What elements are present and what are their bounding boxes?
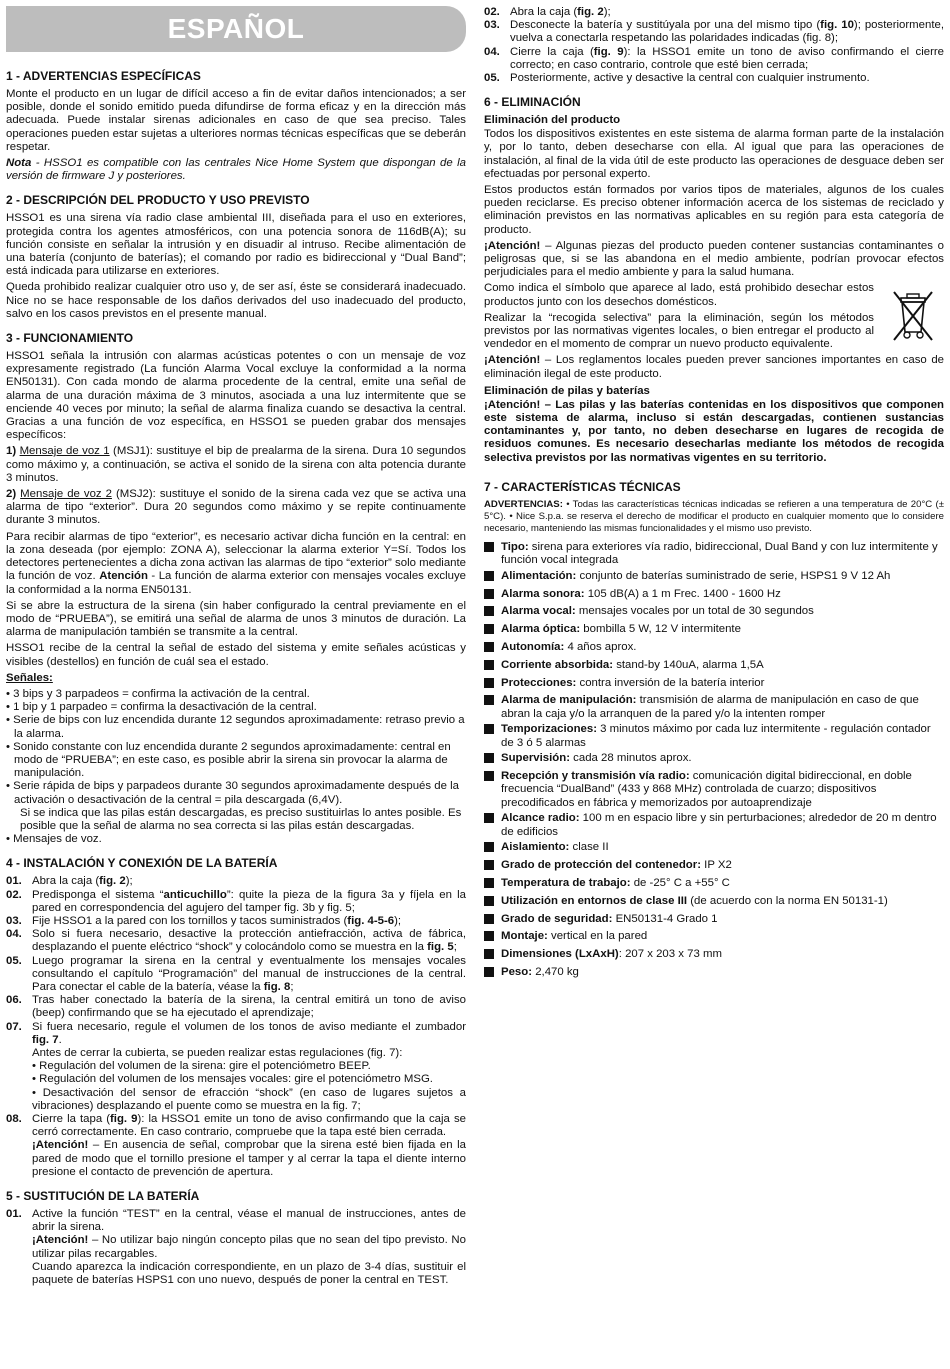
section-6-paragraph-2: Estos productos están formados por varios tipos de materiales, algunos de los cuales pueden reciclarse. Es preciso obtener información acerca de los sistemas de reciclado y eliminación previstos en las normativas aplicables en su región para esta categoría de producto. <box>484 184 944 236</box>
section-6-paragraph-4: Realizar la “recogida selectiva” para la eliminación, según los métodos previstos por las normativas vigentes locales, o bien entregar el producto al vendedor en el momento de comprar un nuevo producto equivalente. <box>484 311 874 351</box>
bullet-square-icon <box>484 841 501 856</box>
spec-item: Supervisión: cada 28 minutos aprox. <box>484 752 944 767</box>
bullet-square-icon <box>484 877 501 892</box>
step-item: 05. Luego programar la sirena en la central y eventualmente los mensajes vocales consultando el capítulo “Programación” del manual de instrucciones de la central. Para conectar el cable de la batería, véase la fig. 8; <box>6 954 466 993</box>
spec-item: Protecciones: contra inversión de la batería interior <box>484 677 944 692</box>
signals-title: Señales: <box>6 671 53 684</box>
bullet-square-icon <box>484 541 501 567</box>
section-6-warning-2: ¡Atención! – Los reglamentos locales pueden prever sanciones importantes en caso de eliminación ilegal de este producto. <box>484 354 944 380</box>
bullet-square-icon <box>484 570 501 585</box>
list-item: • 3 bips y 3 parpadeos = confirma la activación de la central. <box>6 687 310 700</box>
specs-list <box>484 541 944 981</box>
bullet-square-icon <box>484 588 501 603</box>
language-banner <box>6 6 466 52</box>
section-3-paragraph-3: Si se abre la estructura de la sirena (sin haber configurado la central previamente en el modo de “PRUEBA”), se emitirá una señal de alarma de unos 3 minutos de duración. La alarma de manipulación también se transmite a la central. <box>6 599 466 639</box>
battery-steps-continued <box>484 6 944 85</box>
installation-steps <box>6 875 466 1179</box>
spec-item: Alarma óptica: bombilla 5 W, 12 V intermitente <box>484 623 944 638</box>
left-column <box>6 6 466 1290</box>
spec-item: Tipo: sirena para exteriores vía radio, bidireccional, Dual Band y con luz intermitente y función vocal integrada <box>484 541 944 567</box>
spec-item: Temperatura de trabajo: de -25° C a +55° C <box>484 877 944 892</box>
step-item: 05. Posteriormente, active y desactive la central con cualquier instrumento. <box>484 72 870 85</box>
battery-disposal-subtitle: Eliminación de pilas y baterías <box>484 384 650 397</box>
weee-block <box>484 282 944 354</box>
spec-item: Peso: 2,470 kg <box>484 966 944 981</box>
step-item: 03. Fije HSSO1 a la pared con los tornillos y tacos suministrados (fig. 4-5-6); <box>6 914 402 927</box>
section-4-title: 4 - INSTALACIÓN Y CONEXIÓN DE LA BATERÍA <box>6 856 278 871</box>
bullet-square-icon <box>484 859 501 874</box>
step-item: 04. Solo si fuera necesario, desactive la protección antiefracción, activa de fábrica, desplazando el puente eléctrico “shock” y colocándolo como se muestra en la fig. 5; <box>6 928 466 954</box>
step-item: 07. Si fuera necesario, regule el volumen de los tonos de aviso mediante el zumbador fig. 7. Antes de cerrar la cubierta, se pueden realizar estas regulaciones (fig. 7): • Regulación del volumen de la sirena: gire el potenciómetro BEEP. • Regulación del volumen de los mensajes vocales: gire el potenciómetro MSG. • Desactivación del sensor de efracción “shock” (en caso de lugares sujetos a vibraciones) desplazando el puente como se muestra en la fig. 7; <box>6 1020 466 1112</box>
section-6-title: 6 - ELIMINACIÓN <box>484 95 581 110</box>
bullet-square-icon <box>484 930 501 945</box>
spec-item: Alarma de manipulación: transmisión de alarma de manipulación en caso de que abran la caja y/o la arranquen de la pared y/o la intenten romper <box>484 694 944 720</box>
spec-item: Alimentación: conjunto de baterías suministrado de serie, HSPS1 9 V 12 Ah <box>484 570 944 585</box>
exterior-alarm-paragraph: Para recibir alarmas de tipo “exterior”, es necesario activar dicha función en la central: en la zona deseada (por ejemplo: ZONA A), seleccionar la alarma exterior Y=Sí. Todos los detectores pertenecientes a dicha zona activan las alarmas de tipo “exterior” solo mediante la función de voz. Atención - La función de alarma exterior con mensajes vocales excluye la conformidad a la norma EN50131. <box>6 530 466 596</box>
bullet-square-icon <box>484 694 501 720</box>
bullet-square-icon <box>484 641 501 656</box>
bullet-square-icon <box>484 895 501 910</box>
spec-item: Dimensiones (LxAxH): 207 x 203 x 73 mm <box>484 948 944 963</box>
battery-steps-start <box>6 1208 466 1287</box>
crossed-out-wheelie-bin-icon <box>882 282 944 354</box>
section-2-title: 2 - DESCRIPCIÓN DEL PRODUCTO Y USO PREVISTO <box>6 193 310 208</box>
spec-item: Alarma vocal: mensajes vocales por un total de 30 segundos <box>484 605 944 620</box>
step-item: 01. Abra la caja (fig. 2); <box>6 875 133 888</box>
step-item: 02. Abra la caja (fig. 2); <box>484 6 611 18</box>
technical-warnings: ADVERTENCIAS: • Todas las características técnicas indicadas se refieren a una temperatura de 20°C (± 5°C). • Nice S.p.a. se reserva el derecho de modificar el producto en cualquier momento que lo considere necesario, manteniendo las mismas funcionalidades y el mismo uso previsto. <box>484 498 944 534</box>
battery-disposal-paragraph: ¡Atención! – Las pilas y las baterías contenidas en los dispositivos que componen este sistema de alarma, incluso si están descargadas, contienen sustancias contaminantes y, por tanto, no deben desecharse en lugares de recogida de residuos comunes. Es necesario desecharlas mediante los métodos de recogida selectiva previstos por las normativas vigentes en su territorio. <box>484 398 944 464</box>
spec-item: Grado de seguridad: EN50131-4 Grado 1 <box>484 913 944 928</box>
section-1-paragraph: Monte el producto en un lugar de difícil acceso a fin de evitar daños intencionados; a ser posible, donde el sonido emitido pueda difundirse de forma eficaz y en la dirección más adecuada. Puede instalar sirenas adicionales en caso de que sea preciso. Tales operaciones pueden estar sujetas a ulteriores normas técnicas específicas que se deberán respetar. <box>6 88 466 153</box>
section-6-warning-1: ¡Atención! – Algunas piezas del producto pueden contener sustancias contaminantes o peligrosas que, si se las abandona en el medio ambiente, podrían provocar efectos perjudiciales para el medio ambiente y para la salud humana. <box>484 239 944 279</box>
list-item: • Mensajes de voz. <box>6 833 102 846</box>
section-2-paragraph-2: Queda prohibido realizar cualquier otro uso y, de ser así, éste se considerará inadecuado. Nice no se hace responsable de los daños derivados del uso inadecuado del producto, salvo en los casos previstos en el presente manual. <box>6 281 466 320</box>
step-item: 03. Desconecte la batería y sustitúyala por una del mismo tipo (fig. 10); posteriormente, vuelva a conectarla respetando las polaridades indicadas (fig. 8); <box>484 19 944 45</box>
spec-item: Aislamiento: clase II <box>484 841 944 856</box>
bullet-square-icon <box>484 752 501 767</box>
section-3-paragraph-1: HSSO1 señala la intrusión con alarmas acústicas potentes o con un mensaje de voz expresamente registrado (La función Alarma Vocal excluye la conformidad a la norma EN50131). Con cada mondo de alarma procedente de la central, emite una señal de alarma de una duración máxima de 3 minutos, asociada a una luz intermitente que se enciende 40 veces por minuto; la señal de alarma finaliza cuando se desactiva la central. Gracias a una función de voz específica, en HSSO1 se pueden grabar dos mensajes específicos: <box>6 350 466 442</box>
bullet-square-icon <box>484 812 501 838</box>
section-1-note: Nota - HSSO1 es compatible con las centrales Nice Home System que dispongan de la versión de firmware J y posteriores. <box>6 157 466 183</box>
voice-message-2: 2) Mensaje de voz 2 (MSJ2): sustituye el sonido de la sirena cada vez que se activa una alarma de tipo “exterior”. Dura 20 segundos como máximo y se repite continuamente durante 3 minutos. <box>6 488 467 527</box>
bullet-square-icon <box>484 913 501 928</box>
signals-list <box>6 688 466 846</box>
spec-item: Recepción y transmisión vía radio: comunicación digital bidireccional, en doble frecuencia “DualBand” (433 y 868 MHz) controlada de cuarzo; dispositivos precodificados en fábrica y memorizados por autoaprendizaje <box>484 770 944 810</box>
bullet-square-icon <box>484 966 501 981</box>
section-6-paragraph-3: Como indica el símbolo que aparece al lado, está prohibido desechar estos productos junto con los desechos domésticos. <box>484 282 874 308</box>
list-item: • 1 bip y 1 parpadeo = confirma la desactivación de la central. <box>6 701 317 714</box>
language-title: ESPAÑOL <box>167 13 305 44</box>
step-item: 01. Active la función “TEST” en la central, véase el manual de instrucciones, antes de abrir la sirena. ¡Atención! – No utilizar bajo ningún concepto pilas que no sean del tipo previsto. No utilizar pilas recargables. Cuando aparezca la indicación correspondiente, en un plazo de 3-4 días, sustituir el paquete de baterías HSPS1 con uno nuevo, después de poner la central en TEST. <box>6 1208 466 1287</box>
section-3-title: 3 - FUNCIONAMIENTO <box>6 331 134 346</box>
section-6-paragraph-1: Todos los dispositivos existentes en este sistema de alarma forman parte de la instalación y, por lo tanto, deben desecharse con ella. Al igual que para las operaciones de instalación, al final de la vida útil de este producto las operaciones de desguace deben ser efectuadas por personal experto. <box>484 128 944 180</box>
section-3-paragraph-4: HSSO1 recibe de la central la señal de estado del sistema y emite señales acústicas y visibles (destellos) en función de cuál sea el estado. <box>6 642 466 668</box>
bullet-square-icon <box>484 677 501 692</box>
list-item: • Serie de bips con luz encendida durante 12 segundos aproximadamente: retraso previo a la alarma. <box>6 714 465 740</box>
spec-item: Corriente absorbida: stand-by 140uA, alarma 1,5A <box>484 659 944 674</box>
list-item: Si se indica que las pilas están descargadas, es preciso sustituirlas lo antes posible. Es posible que la señal de alarma no sea correcta si las pilas están descargadas. <box>20 806 462 832</box>
bullet-square-icon <box>484 659 501 674</box>
section-5-title: 5 - SUSTITUCIÓN DE LA BATERÍA <box>6 1189 200 1204</box>
step-item: 06. Tras haber conectado la batería de la sirena, la central emitirá un tono de aviso (beep) confirmando que se ha ejecutado el aprendizaje; <box>6 994 466 1020</box>
voice-message-1: 1) Mensaje de voz 1 (MSJ1): sustituye el bip de prealarma de la sirena. Dura 10 segundos como máximo y, a continuación, se activa el sonido de la sirena con alta potencia durante 3 minutos. <box>6 445 467 484</box>
spec-item: Montaje: vertical en la pared <box>484 930 944 945</box>
list-item: • Sonido constante con luz encendida durante 2 segundos aproximadamente: central en modo de “PRUEBA”; en este caso, es posible abrir la sirena sin provocar la alarma de manipulación. <box>6 740 451 780</box>
bullet-square-icon <box>484 948 501 963</box>
bullet-square-icon <box>484 770 501 810</box>
right-column <box>484 6 944 984</box>
step-item: 08. Cierre la tapa (fig. 9): la HSSO1 emite un tono de aviso confirmando que la caja se cerró correctamente. En caso contrario, compruebe que la tapa esté bien cerrada. ¡Atención! – En ausencia de señal, comprobar que la sirena esté bien fijada en la pared de modo que el tornillo presione el tamper y al cerrar la tapa el diente interno presione el contacto de prevención de apertura. <box>6 1113 466 1178</box>
section-1-title: 1 - ADVERTENCIAS ESPECÍFICAS <box>6 69 201 83</box>
spec-item: Grado de protección del contenedor: IP X2 <box>484 859 944 874</box>
spec-item: Autonomía: 4 años aprox. <box>484 641 944 656</box>
spec-item: Utilización en entornos de clase III (de acuerdo con la norma EN 50131-1) <box>484 895 944 910</box>
step-item: 04. Cierre la caja (fig. 9): la HSSO1 emite un tono de aviso confirmando el cierre correcto; en caso contrario, controle que esté bien cerrada; <box>484 45 944 71</box>
spec-item: Temporizaciones: 3 minutos máximo por cada luz intermitente - regulación contador de 3 ó 5 alarmas <box>484 723 944 749</box>
list-item: • Serie rápida de bips y parpadeos durante 30 segundos aproximadamente después de la activación o desactivación de la central = pila descargada (6,4V). <box>6 780 459 806</box>
section-2-paragraph-1: HSSO1 es una sirena vía radio clase ambiental III, diseñada para el uso en exteriores, protegida contra los agentes atmosféricos, con una potencia sonora de 116dB(A); su función consiste en señalar la intrusión y en disuadir al intruso. Recibe alimentación de una batería (conjunto de baterías); el comando por radio es bidireccional y “Dual Band”; está indicada para utilizarse en exteriores. <box>6 212 466 278</box>
spec-item: Alcance radio: 100 m en espacio libre y sin perturbaciones; alrededor de 20 m dentro de edificios <box>484 812 944 838</box>
bullet-square-icon <box>484 723 501 749</box>
product-disposal-subtitle: Eliminación del producto <box>484 114 621 127</box>
bullet-square-icon <box>484 623 501 638</box>
spec-item: Alarma sonora: 105 dB(A) a 1 m Frec. 1400 - 1600 Hz <box>484 588 944 603</box>
step-item: 02. Predisponga el sistema “anticuchillo”: quite la pieza de la figura 3a y fíjela en la pared en correspondencia del agujero del tamper fig. 3b y fig. 5; <box>6 888 466 914</box>
section-7-title: 7 - CARACTERÍSTICAS TÉCNICAS <box>484 479 681 494</box>
bullet-square-icon <box>484 605 501 620</box>
